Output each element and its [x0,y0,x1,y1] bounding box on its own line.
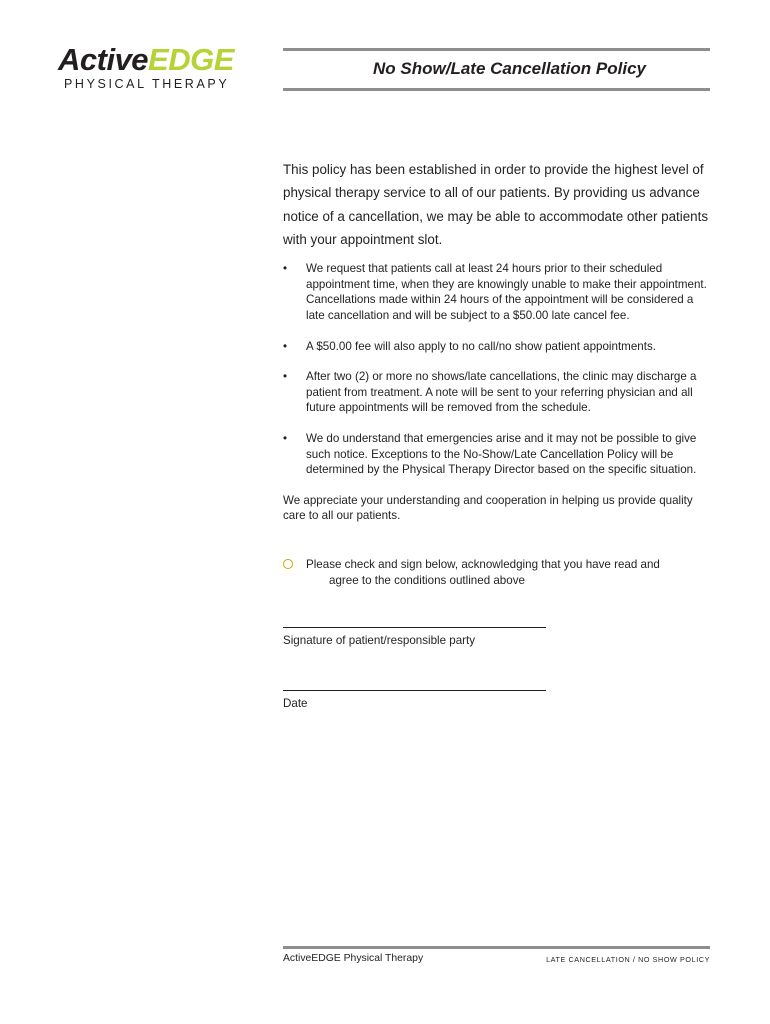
signature-label: Signature of patient/responsible party [283,633,476,647]
bullet-text: We do understand that emergencies arise and it may not be possible to give such notice. Exceptions to the No-Show/Late Cancellation Policy will be determined by the Physical Therapy Director based on the specific situation. [306,431,697,477]
document-title: No Show/Late Cancellation Policy [373,59,646,78]
footer-rule [283,946,710,949]
bullet-marker: • [283,262,288,276]
company-logo [58,44,268,91]
logo-edge-text: EDGE [148,42,234,77]
header-rule-bottom [283,88,710,91]
logo-tagline: PHYSICAL THERAPY [64,77,230,91]
header-rule-top [283,48,710,51]
logo-wordmark [58,44,268,76]
policy-bullet [283,431,713,478]
intro-paragraph: This policy has been established in order to provide the highest level of physical therapy service to all of our patients. By providing us advance notice of a cancellation, we may be able to accommodate other patients with your appointment slot. [283,162,709,247]
signature-field[interactable] [283,627,546,628]
policy-bullet [283,339,713,355]
policy-bullet [283,261,713,323]
bullet-text: A $50.00 fee will also apply to no call/no show patient appointments. [306,339,656,353]
bullet-marker: • [283,431,288,445]
footer-document-name: LATE CANCELLATION / NO SHOW POLICY [546,955,710,964]
acknowledgment-line-2: agree to the conditions outlined above [329,573,525,587]
policy-bullet-list [283,261,713,478]
bullet-marker: • [283,370,288,384]
acknowledgment-statement [283,557,713,589]
logo-active-text: Active [58,42,149,77]
acknowledgment-line-1: Please check and sign below, acknowledging that you have read and [306,557,660,571]
closing-paragraph: We appreciate your understanding and cooperation in helping us provide quality care to all our patients. [283,493,693,523]
policy-content [283,158,713,710]
date-block [283,690,713,710]
bullet-text: We request that patients call at least 24 hours prior to their scheduled appointment time, when they are knowingly unable to make their appointment. Cancellations made within 24 hours of the appointment will be considered a late cancellation and will be subject to a $50.00 late cancel fee. [306,262,707,322]
acknowledgment-checkbox-icon[interactable] [283,559,293,569]
bullet-text: After two (2) or more no shows/late cancellations, the clinic may discharge a patient from treatment. A note will be sent to your referring physician and all future appointments will be removed from the schedule. [306,370,697,415]
policy-bullet [283,369,713,416]
date-field[interactable] [283,690,546,691]
signature-block [283,627,713,647]
footer-company-name: ActiveEDGE Physical Therapy [283,953,424,964]
date-label: Date [283,696,308,710]
bullet-marker: • [283,339,288,353]
